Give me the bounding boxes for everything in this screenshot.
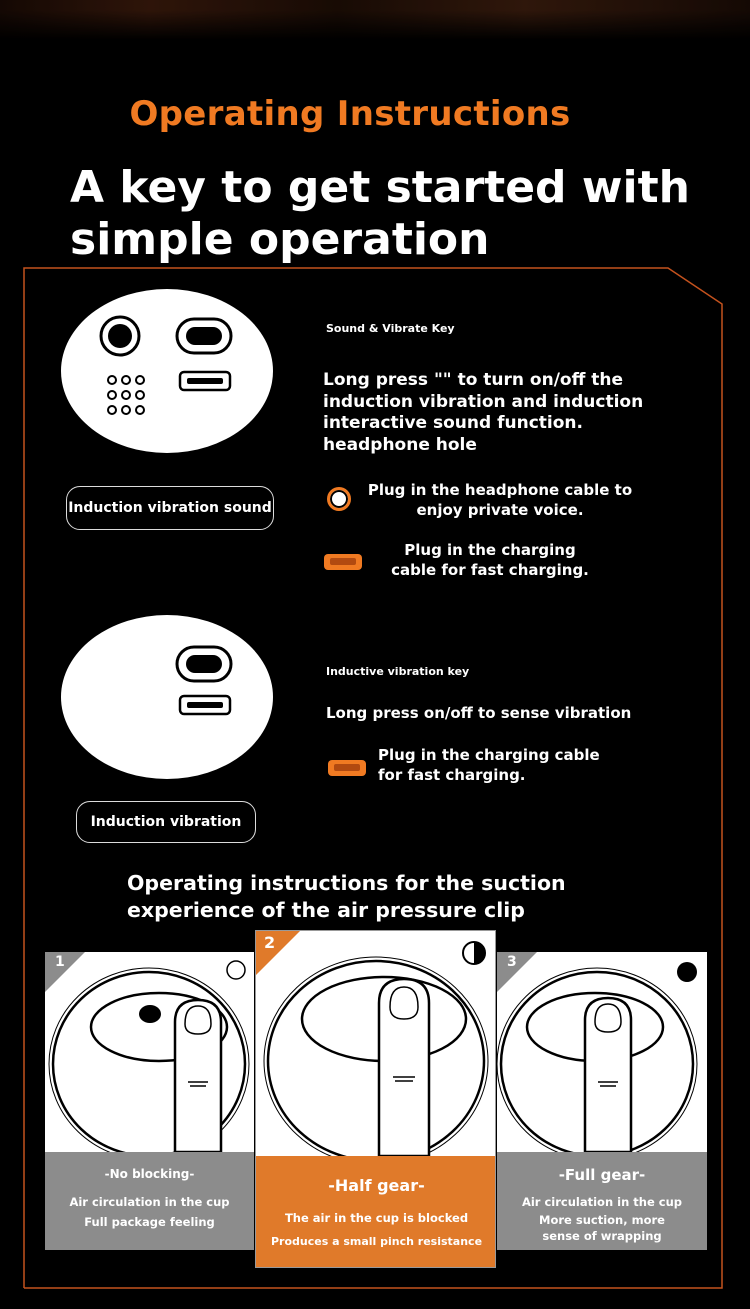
panel-line1-1: Air circulation in the cup [69, 1195, 230, 1209]
cup-finger-illustration-3 [497, 952, 707, 1152]
suction-panel-no-blocking [45, 952, 254, 1250]
panel-number-3: 3 [507, 954, 517, 970]
page-subtitle: Operating Instructions [129, 94, 571, 134]
panel-title-2: -Half gear- [328, 1176, 425, 1195]
suction-panel-half-gear [255, 930, 496, 1268]
inductive-vibration-key-description: Long press on/off to sense vibration [326, 704, 632, 722]
inductive-vibration-key-title: Inductive vibration key [326, 665, 470, 678]
panel-title-3: -Full gear- [558, 1166, 646, 1184]
panel-line2-1: Full package feeling [84, 1215, 215, 1229]
cup-finger-illustration-2 [256, 931, 496, 1156]
panel-footer-3 [497, 1152, 707, 1250]
usb-port-icon [187, 378, 223, 384]
panel-footer-1 [45, 1152, 254, 1250]
device1-label: Induction vibration sound [66, 486, 274, 530]
headphone-jack-icon [327, 487, 351, 511]
power-key-icon [186, 327, 222, 345]
panel-line1-2: The air in the cup is blocked [284, 1211, 469, 1225]
headphone-hole-icon [108, 324, 132, 348]
usb-port-icon-2 [187, 702, 223, 708]
device-top-view-sound [60, 288, 274, 454]
charging-instruction-1: Plug in the charging cable for fast charging. [391, 541, 589, 579]
device2-label: Induction vibration [76, 801, 256, 843]
charging-port-icon [324, 554, 362, 570]
charging-port-icon-2 [328, 760, 366, 776]
device-top-view-vibration [60, 614, 274, 780]
panel-title-1: -No blocking- [104, 1167, 195, 1181]
headphone-instruction: Plug in the headphone cable to enjoy private voice. [367, 481, 633, 519]
sound-vibrate-key-description: Long press "" to turn on/off the induction vibration and induction interactive sound function. headphone hole [323, 370, 644, 455]
page-title: A key to get started with simple operation [70, 162, 690, 265]
vibration-key-icon [186, 655, 222, 673]
filled-circle-icon [677, 962, 697, 982]
panel-line2-3: More suction, more sense of wrapping [539, 1213, 665, 1243]
panel-line2-2: Produces a small pinch resistance [270, 1235, 483, 1248]
panel-number-1: 1 [55, 954, 65, 970]
sound-vibrate-key-title: Sound & Vibrate Key [326, 322, 455, 335]
panel-line1-3: Air circulation in the cup [521, 1195, 683, 1209]
charging-instruction-2: Plug in the charging cable for fast charging. [378, 746, 600, 784]
cup-finger-illustration-1 [45, 952, 254, 1152]
panel-number-2: 2 [264, 933, 276, 952]
panel-footer-2 [256, 1156, 496, 1268]
suction-section-title: Operating instructions for the suction experience of the air pressure clip [127, 871, 566, 922]
suction-panel-full-gear [497, 952, 707, 1250]
open-circle-icon [227, 961, 245, 979]
